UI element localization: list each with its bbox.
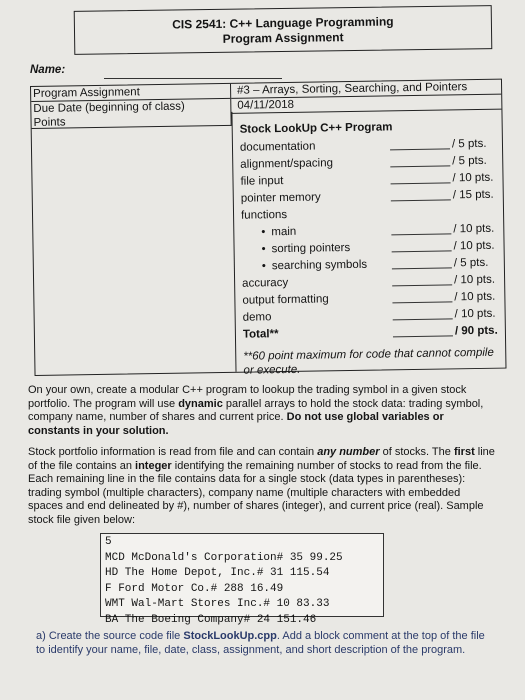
rubric-item-label: documentation	[239, 140, 316, 154]
score-blank	[392, 250, 452, 252]
program-assignment-value: #3 – Arrays, Sorting, Searching, and Pointers	[231, 80, 501, 99]
rubric-item-label: • sorting pointers	[271, 240, 350, 258]
sample-file-line: MCD McDonald's Corporation# 35 99.25	[105, 551, 343, 564]
due-date-label-text: Due Date (beginning of class)	[33, 100, 185, 115]
rubric-item-label: file input	[240, 175, 284, 188]
question-a-prefix: a) Create the source code file	[36, 630, 184, 642]
total-label: Total**	[242, 328, 279, 341]
info-values	[231, 80, 501, 114]
rubric-item-points: / 10 pts.	[454, 290, 496, 304]
rubric-item-label: output formatting	[242, 293, 329, 307]
score-blank	[392, 267, 452, 269]
rubric-item-label: • searching symbols	[272, 257, 367, 275]
score-blank	[392, 284, 452, 286]
rubric-item-label: alignment/spacing	[240, 157, 334, 171]
sample-file-line: WMT Wal-Mart Stores Inc.# 10 83.33	[105, 598, 330, 610]
p1-bold-dynamic: dynamic	[178, 397, 223, 410]
rubric-heading: Stock LookUp C++ Program	[239, 121, 393, 136]
score-blank	[390, 148, 450, 150]
p1-text-c: parallel arrays to hold the stock data: trading symbol, company name, number of shares and current price.	[28, 397, 484, 424]
name-label: Name:	[30, 64, 66, 76]
p1-text-a: On your own, create a modular C++ program to lookup the trading symbol in a given stock portfolio. The program will use	[28, 384, 467, 410]
course-title: CIS 2541: C++ Language Programming	[172, 14, 394, 32]
total-points: / 90 pts.	[454, 324, 498, 338]
title-box	[74, 5, 493, 55]
rubric-item-label: pointer memory	[240, 191, 321, 205]
p2-text-g: identifying the remaining number of stocks to read from the file. Each remaining line in the file contains data for a single stock (data types in parentheses): trading symbol (multiple characters), company name (multiple characters with embedded spaces and end delineated by #), number of shares (integer), and current price (real). Sample stock file given below:	[28, 459, 484, 526]
sample-file-line: F Ford Motor Co.# 288 16.49	[105, 582, 284, 595]
instructions-paragraph-2	[28, 446, 498, 528]
p2-bold-integer: integer	[135, 459, 172, 472]
sample-file-line: 5	[105, 536, 112, 548]
rubric-item-points: / 5 pts.	[452, 154, 487, 168]
rubric-item-label: demo	[242, 311, 272, 324]
program-assignment-label: Program Assignment	[31, 84, 230, 102]
rubric-item-points: / 10 pts.	[453, 222, 495, 236]
score-blank	[393, 335, 453, 337]
question-a-rest: . Add a block comment at the top of the file to identify your name, file, date, class, assignment, and short description of the program.	[36, 630, 485, 656]
assignment-subtitle: Program Assignment	[222, 30, 344, 46]
name-blank-line	[104, 78, 282, 79]
rubric-item-points: / 10 pts.	[454, 307, 496, 321]
p2-bold-any-number: any number	[317, 446, 380, 458]
p1-bold-no-globals: Do not use global variables or constants in your solution.	[28, 411, 444, 437]
rubric-item-label: accuracy	[242, 276, 289, 290]
rubric-item-points: / 15 pts.	[452, 188, 494, 202]
rubric-total-row	[243, 323, 501, 344]
question-a-filename: StockLookUp.cpp	[183, 630, 277, 642]
sample-file-line: BA The Boeing Company# 24 151.46	[105, 613, 317, 626]
column-divider	[231, 112, 236, 372]
compile-note: **60 point maximum for code that cannot compile or execute.	[243, 346, 494, 377]
rubric-item-points: / 10 pts.	[454, 273, 496, 287]
score-blank	[393, 318, 453, 320]
rubric-item-points: / 10 pts.	[453, 239, 495, 253]
due-date-value: 04/11/2018	[231, 95, 501, 114]
assignment-info-table	[30, 79, 506, 376]
p2-text-c: of stocks. The	[379, 446, 454, 458]
instructions-paragraph-1	[28, 384, 498, 438]
p2-bold-first: first	[453, 446, 475, 458]
score-blank	[391, 233, 451, 235]
p2-text-a: Stock portfolio information is read from file and can contain	[28, 446, 318, 458]
rubric-item-points: / 5 pts.	[451, 137, 487, 151]
score-blank	[391, 182, 451, 184]
score-blank	[391, 199, 451, 201]
rubric-item-label: functions	[240, 208, 288, 222]
rubric-item-label: • main	[271, 224, 296, 241]
score-blank	[392, 301, 452, 303]
rubric-item-points: / 10 pts.	[452, 171, 494, 185]
grading-rubric	[240, 120, 502, 378]
rubric-item-points: / 5 pts.	[453, 256, 489, 270]
score-blank	[390, 165, 450, 167]
question-a	[36, 630, 496, 657]
points-label: Points	[33, 116, 66, 129]
p2-text-e: line of the file contains an	[28, 446, 495, 472]
sample-file-line: HD The Home Depot, Inc.# 31 115.54	[105, 567, 330, 579]
due-date-label	[31, 99, 230, 116]
sample-stock-file	[100, 533, 384, 626]
